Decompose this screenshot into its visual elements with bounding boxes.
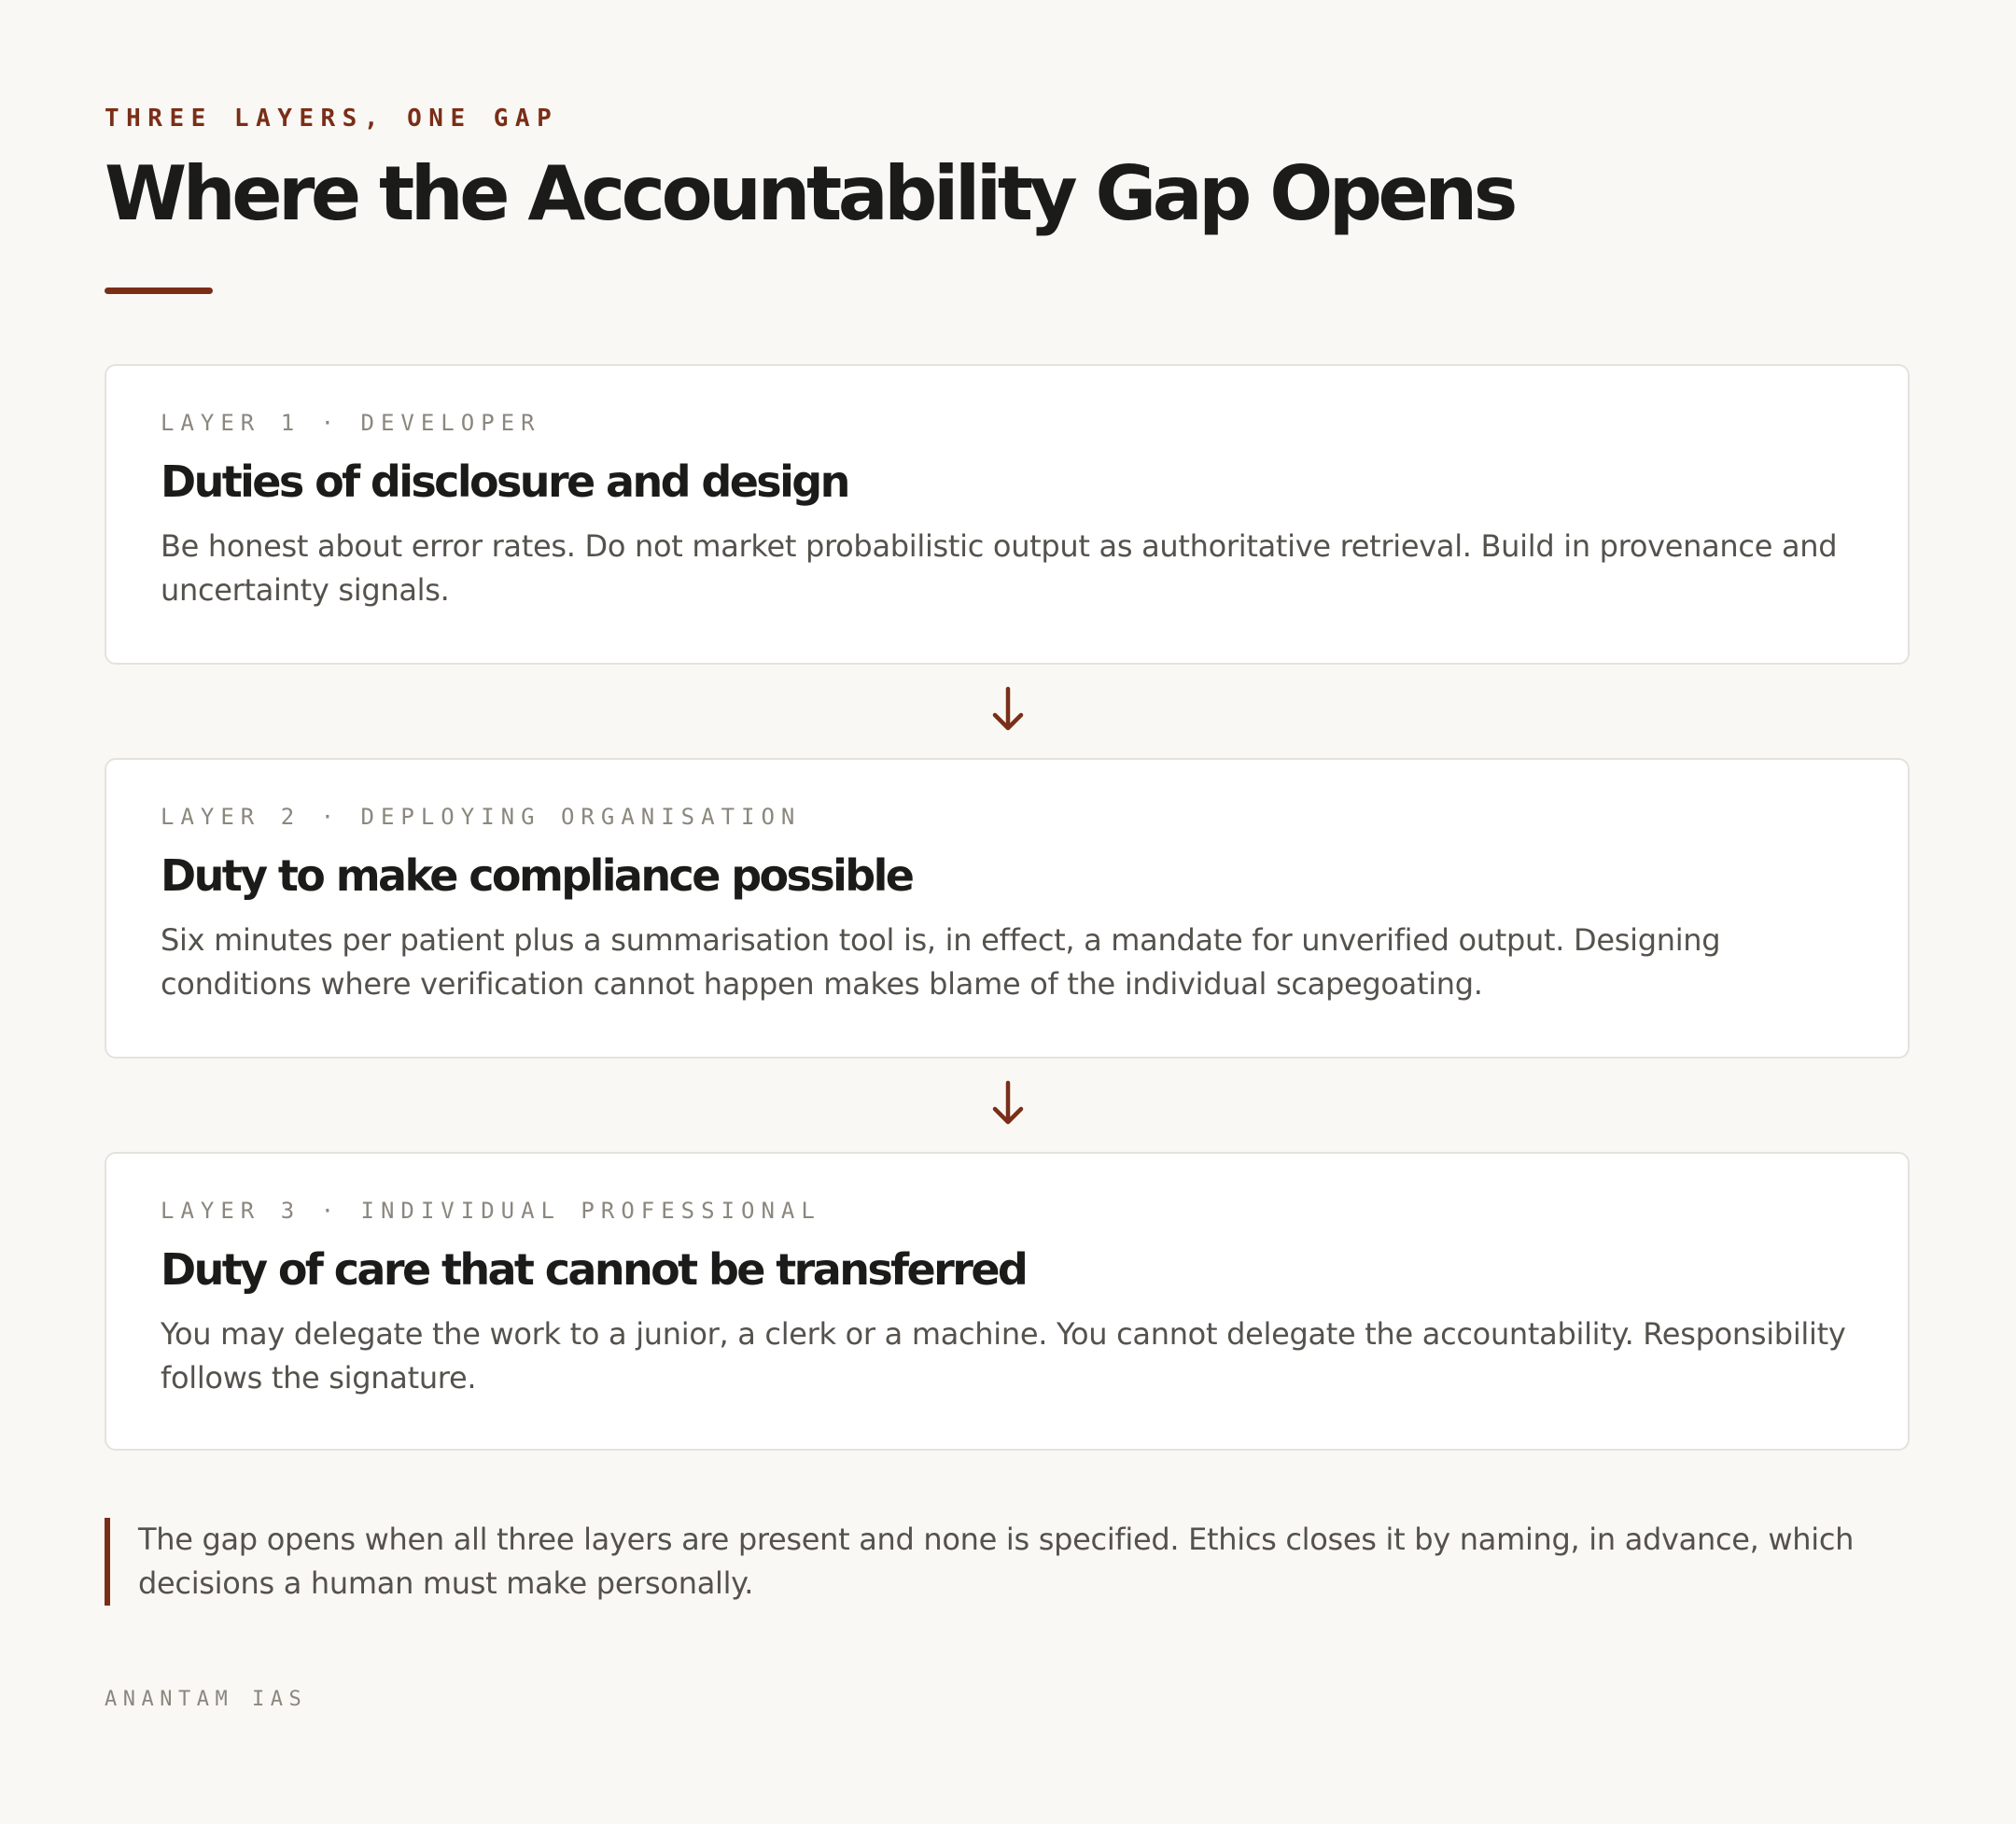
layer-body: Six minutes per patient plus a summarisation tool is, in effect, a mandate for unverified output. Designing conditions where verification cannot happen makes blame of the individual scapegoating. <box>161 922 1721 1002</box>
title-accent-rule <box>105 288 213 294</box>
layer-card-deploying-organisation <box>105 758 1910 1059</box>
layer-heading: Duty of care that cannot be transferred <box>161 1244 1027 1295</box>
eyebrow-label: THREE LAYERS, ONE GAP <box>105 105 559 133</box>
layer-card-individual-professional <box>105 1152 1910 1451</box>
layer-body: Be honest about error rates. Do not market probabilistic output as authoritative retrieval. Build in provenance and uncertainty signals. <box>161 528 1838 608</box>
conclusion-quote: The gap opens when all three layers are present and none is specified. Ethics closes it by naming, in advance, which decisions a human must make personally. <box>105 1518 1906 1606</box>
page-title: Where the Accountability Gap Opens <box>105 150 1514 237</box>
layer-heading: Duties of disclosure and design <box>161 456 848 507</box>
layer-body: You may delegate the work to a junior, a clerk or a machine. You cannot delegate the accountability. Responsibility follows the signature. <box>161 1316 1846 1396</box>
layer-label: LAYER 1 · DEVELOPER <box>161 410 541 436</box>
layer-label: LAYER 3 · INDIVIDUAL PROFESSIONAL <box>161 1198 821 1224</box>
layer-card-developer <box>105 364 1910 665</box>
layer-heading: Duty to make compliance possible <box>161 850 913 901</box>
layer-label: LAYER 2 · DEPLOYING ORGANISATION <box>161 804 802 830</box>
footer-brand: ANANTAM IAS <box>105 1688 308 1711</box>
arrow-down-icon <box>986 685 1030 734</box>
arrow-down-icon <box>986 1079 1030 1128</box>
